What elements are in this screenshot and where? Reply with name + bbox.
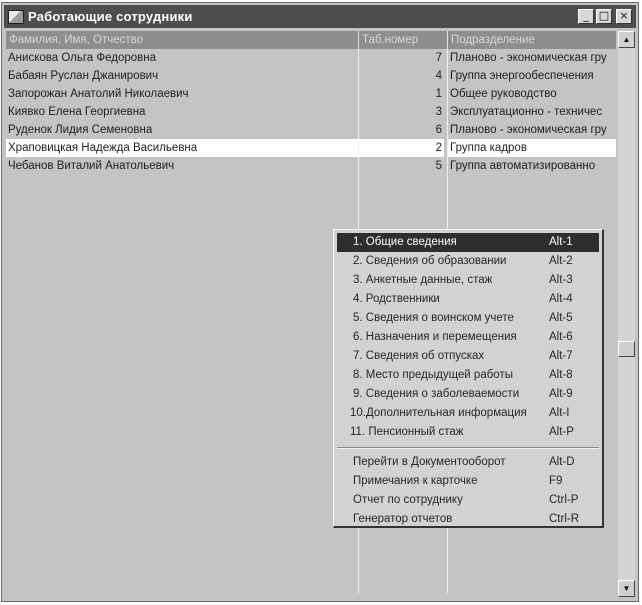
cell-name: Киявко Елена Георгиевна — [8, 106, 146, 118]
table-row[interactable] — [6, 49, 616, 67]
cell-name: Руденок Лидия Семеновна — [8, 124, 153, 136]
cell-tab-number: 5 — [435, 160, 442, 172]
table-row-selected[interactable] — [6, 139, 616, 157]
close-button[interactable]: × — [616, 9, 632, 24]
menu-item-shortcut: Alt-6 — [549, 331, 573, 343]
menu-item-document-flow[interactable] — [337, 453, 599, 472]
window-title: Работающие сотрудники — [28, 9, 193, 24]
context-menu — [333, 229, 604, 528]
cell-name: Храповицкая Надежда Васильевна — [6, 139, 358, 157]
menu-item-label: 7. Сведения об отпусках — [353, 350, 485, 362]
menu-item-shortcut: Alt-8 — [549, 369, 573, 381]
menu-item-employee-report[interactable] — [337, 491, 599, 510]
menu-item-shortcut: Alt-7 — [549, 350, 573, 362]
menu-item-shortcut: F9 — [549, 475, 563, 487]
column-header-tab-number[interactable]: Таб.номер — [359, 31, 448, 49]
menu-item-education[interactable] — [337, 252, 599, 271]
menu-item-shortcut: Ctrl-P — [549, 494, 579, 506]
menu-item-label: 5. Сведения о воинском учете — [353, 312, 514, 324]
menu-item-shortcut: Ctrl-R — [549, 513, 580, 525]
menu-item-label: 9. Сведения о заболеваемости — [353, 388, 520, 400]
menu-item-shortcut: Alt-9 — [549, 388, 573, 400]
menu-item-label: 1. Общие сведения — [353, 236, 457, 248]
cell-name: Анискова Ольга Федоровна — [8, 52, 157, 64]
maximize-button[interactable]: □ — [596, 9, 612, 24]
menu-item-shortcut: Alt-5 — [549, 312, 573, 324]
menu-item-appointments[interactable] — [337, 328, 599, 347]
menu-item-personal-data[interactable] — [337, 271, 599, 290]
cell-tab-number: 4 — [435, 70, 442, 82]
cell-department: Планово - экономическая гру — [450, 52, 607, 64]
cell-department: Общее руководство — [450, 88, 557, 100]
menu-item-shortcut: Alt-2 — [549, 255, 573, 267]
table-row[interactable] — [6, 103, 616, 121]
menu-item-label: 6. Назначения и перемещения — [353, 331, 517, 343]
table-row[interactable] — [6, 157, 616, 175]
menu-item-label: 4. Родственники — [353, 293, 440, 305]
cell-tab-number: 1 — [435, 88, 442, 100]
cell-tab-number: 6 — [435, 124, 442, 136]
menu-item-pension-record[interactable] — [337, 423, 599, 442]
title-bar[interactable] — [4, 5, 636, 28]
cell-tab-number: 2 — [359, 139, 444, 157]
menu-item-sickness[interactable] — [337, 385, 599, 404]
menu-item-shortcut: Alt-1 — [549, 236, 573, 248]
table-row[interactable] — [6, 85, 616, 103]
menu-item-label: 3. Анкетные данные, стаж — [353, 274, 493, 286]
cell-department: Группа энергообеспечения — [450, 70, 594, 82]
cell-tab-number: 3 — [435, 106, 442, 118]
cell-name: Бабаян Руслан Джанирович — [8, 70, 159, 82]
cell-department: Группа автоматизированно — [450, 160, 596, 172]
menu-item-shortcut: Alt-3 — [549, 274, 573, 286]
menu-item-label: 8. Место предыдущей работы — [353, 369, 513, 381]
scroll-up-button[interactable]: ▲ — [618, 31, 635, 48]
table-row[interactable] — [6, 121, 616, 139]
menu-item-additional-info[interactable] — [337, 404, 599, 423]
cell-department: Эксплуатационно - техничес — [450, 106, 603, 118]
menu-item-label: 11. Пенсионный стаж — [350, 426, 464, 438]
column-header-department[interactable]: Подразделение — [448, 31, 616, 49]
menu-separator — [337, 447, 599, 449]
menu-item-shortcut: Alt-4 — [549, 293, 573, 305]
menu-item-label: Примечания к карточке — [353, 475, 478, 487]
menu-item-label: Отчет по сотруднику — [353, 494, 463, 506]
menu-item-label: Перейти в Документооборот — [353, 456, 506, 468]
menu-item-previous-job[interactable] — [337, 366, 599, 385]
menu-item-shortcut: Alt-D — [549, 456, 575, 468]
cell-department: Группа кадров — [448, 139, 616, 157]
menu-item-vacations[interactable] — [337, 347, 599, 366]
menu-item-report-generator[interactable] — [337, 510, 599, 529]
minimize-button[interactable]: _ — [578, 9, 594, 24]
column-header-name[interactable]: Фамилия, Имя, Отчество — [6, 31, 359, 49]
menu-item-shortcut: Alt-I — [549, 407, 570, 419]
vertical-scrollbar[interactable] — [618, 31, 635, 597]
cell-tab-number: 7 — [435, 52, 442, 64]
scroll-thumb[interactable] — [618, 341, 635, 357]
window-app-icon[interactable] — [8, 10, 24, 24]
menu-item-military-record[interactable] — [337, 309, 599, 328]
scroll-down-button[interactable]: ▼ — [618, 580, 635, 597]
table-row[interactable] — [6, 67, 616, 85]
cell-department: Планово - экономическая гру — [450, 124, 607, 136]
menu-item-shortcut: Alt-P — [549, 426, 574, 438]
menu-item-label: 2. Сведения об образовании — [353, 255, 507, 267]
menu-item-label: Генератор отчетов — [353, 513, 453, 525]
cell-name: Запорожан Анатолий Николаевич — [8, 88, 189, 100]
menu-item-card-notes[interactable] — [337, 472, 599, 491]
cell-name: Чебанов Виталий Анатольевич — [8, 160, 175, 172]
menu-item-general-info[interactable] — [337, 233, 599, 252]
menu-item-label: 10.Дополнительная информация — [350, 407, 527, 419]
menu-item-relatives[interactable] — [337, 290, 599, 309]
